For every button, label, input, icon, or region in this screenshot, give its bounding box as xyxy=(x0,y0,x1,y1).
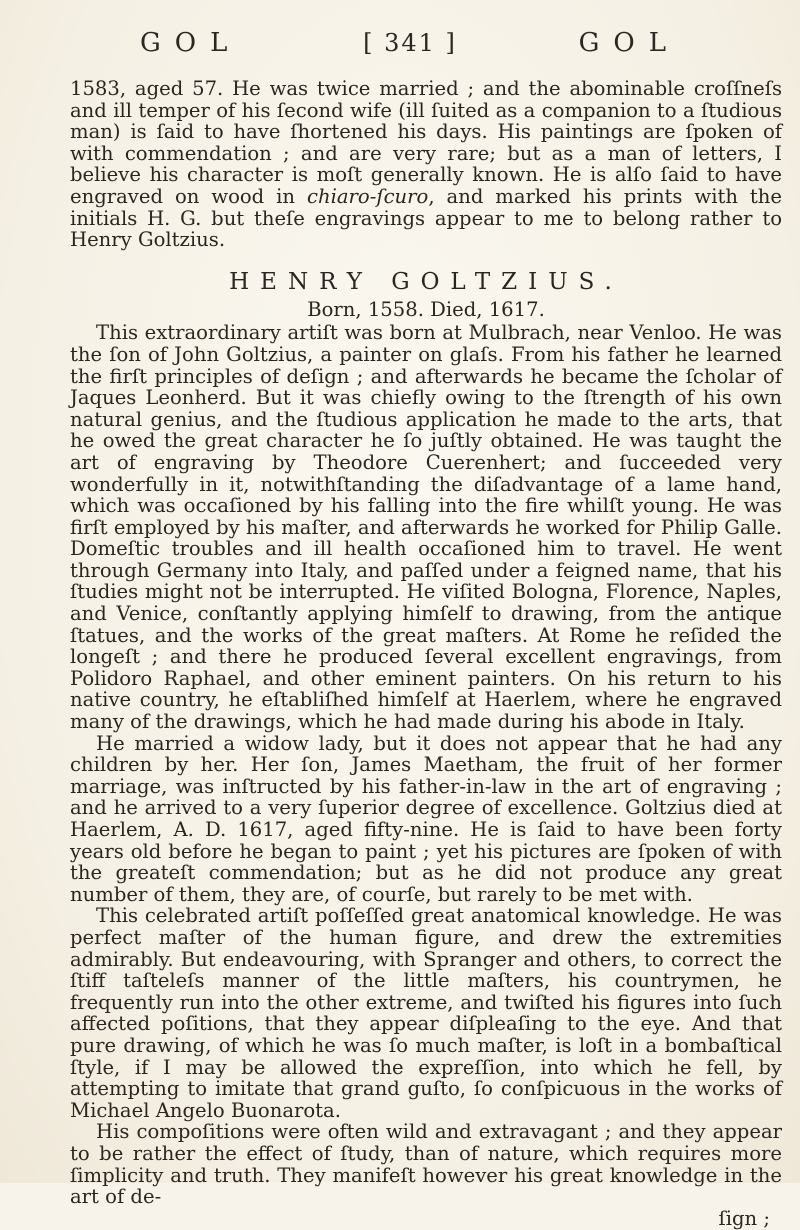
previous-entry-continuation xyxy=(70,78,782,251)
running-head-left: GOL xyxy=(140,28,242,58)
entry-heading: HENRY GOLTZIUS. xyxy=(229,268,623,295)
entry-paragraph: This celebrated artiſt poſſeſſed great anatomical knowledge. He was perfect maſter of the human figure, and drew the extremities admirably. But endeavouring, with Spranger and others, to correct the ſtiff taſteleſs manner of the little maſters, his countrymen, he frequently run into the other extreme, and twiſted his figures into ſuch affected poſitions, that they appear diſpleaſing to the eye. And that pure drawing, of which he was ſo much maſter, is loſt in a bombaſtical ſtyle, if I may be allowed the expreſſion, into which he fell, by attempting to imitate that grand guſto, ſo conſpicuous in the works of Michael Angelo Buonarota. xyxy=(70,904,782,1122)
entry-paragraph: His compoſitions were often wild and extravagant ; and they appear to be rather the effect of ſtudy, than of nature, which requires more ſimplicity and truth. They manifeſt however his great knowledge in the art of de- xyxy=(70,1120,782,1209)
running-head xyxy=(140,28,680,58)
entry-paragraph: This extraordinary artiſt was born at Mulbrach, near Venloo. He was the ſon of John Goltzius, a painter on glaſs. From his father he learned the firſt principles of deſign ; and afterwards he became the ſcholar of Jaques Leonherd. But it was chiefly owing to the ſtrength of his own natural genius, and the ſtudious application he made to the arts, that he owed the great character he ſo juſtly obtained. He was taught the art of engraving by Theodore Cuerenhert; and ſucceeded very wonderfully in it, notwithſtanding the diſadvantage of a lame hand, which was occaſioned by his falling into the fire whilſt young. He was firſt employed by his maſter, and afterwards he worked for Philip Galle. Domeſtic troubles and ill health occaſioned him to travel. He went through Germany into Italy, and paſſed under a feigned name, that his ſtudies might not be interrupted. He viſited Bologna, Florence, Naples, and Venice, conſtantly applying himſelf to drawing, from the antique ſtatues, and the works of the great maſters. At Rome he reſided the longeſt ; and there he produced ſeveral excellent engravings, from Polidoro Raphael, and other eminent painters. On his return to his native country, he eſtabliſhed himſelf at Haerlem, where he engraved many of the drawings, which he had made during his abode in Italy. xyxy=(70,321,782,734)
previous-entry-text-2: , and marked his prints with the initials H. G. but theſe engravings appear to me to belong rather to Henry Goltzius. xyxy=(70,184,782,252)
running-head-right: GOL xyxy=(578,28,680,58)
previous-entry-text-1: 1583, aged 57. He was twice married ; and the abominable croſſneſs and ill temper of his ſecond wife (ill ſuited as a companion to a ſtudious man) is ſaid to have ſhortened his days. His paintings are ſpoken of with commendation ; and are very rare; but as a man of letters, I believe his character is moſt generally known. He is alſo ſaid to have engraved on wood in xyxy=(70,77,782,208)
page-number: [ 341 ] xyxy=(363,29,457,57)
previous-entry-italic-term: chiaro-ſcuro xyxy=(307,184,429,208)
entry-dates: Born, 1558. Died, 1617. xyxy=(307,297,545,321)
catchword: ſign ; xyxy=(718,1206,770,1230)
page-body xyxy=(70,78,782,1229)
entry-paragraph: He married a widow lady, but it does not appear that he had any children by her. Her ſon, James Maetham, the fruit of her former marriage, was inſtructed by his father-in-law in the art of engraving ; and he arrived to a very ſuperior degree of excellence. Goltzius died at Haerlem, A. D. 1617, aged fifty-nine. He is ſaid to have been forty years old before he began to paint ; yet his pictures are ſpoken of with the greateſt commendation; but as he did not produce any great number of them, they are, of courſe, but rarely to be met with. xyxy=(70,731,782,906)
